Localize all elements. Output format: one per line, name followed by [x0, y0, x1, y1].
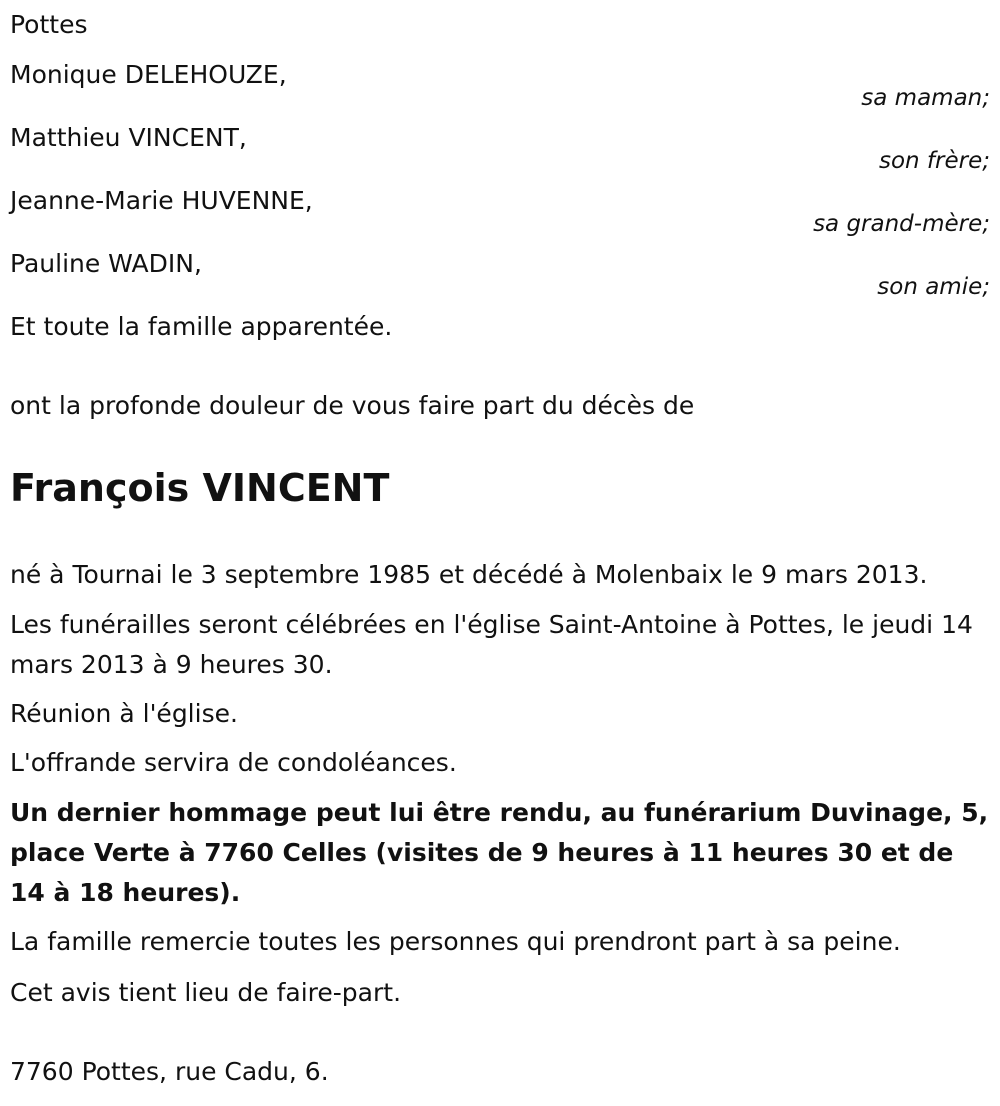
mourner-name: Monique DELEHOUZE,	[10, 60, 287, 89]
deceased-name: François VINCENT	[10, 466, 390, 510]
mourner-relation: sa grand-mère;	[813, 211, 990, 237]
meeting-text: Réunion à l'église.	[10, 699, 238, 728]
mourner-relation: sa maman;	[861, 85, 990, 111]
offering-text: L'offrande servira de condoléances.	[10, 748, 457, 777]
town-heading: Pottes	[10, 10, 88, 39]
mourner-name: Jeanne-Marie HUVENNE,	[10, 186, 313, 215]
mourner-relation: son amie;	[877, 274, 990, 300]
family-line: Et toute la famille apparentée.	[10, 312, 393, 341]
mourner-name: Pauline WADIN,	[10, 249, 202, 278]
birth-death-text: né à Tournai le 3 septembre 1985 et décédé à Molenbaix le 9 mars 2013.	[10, 560, 928, 589]
announcement-text: ont la profonde douleur de vous faire part du décès de	[10, 391, 695, 420]
funeral-text: Les funérailles seront célébrées en l'église Saint-Antoine à Pottes, le jeudi 14 mars 2013 à 9 heures 30.	[10, 610, 973, 679]
mourner-name: Matthieu VINCENT,	[10, 123, 247, 152]
thanks-text: La famille remercie toutes les personnes qui prendront part à sa peine.	[10, 927, 901, 956]
address-text: 7760 Pottes, rue Cadu, 6.	[10, 1057, 329, 1086]
tribute-text: Un dernier hommage peut lui être rendu, au funérarium Duvinage, 5, place Verte à 7760 Celles (visites de 9 heures à 11 heures 30 et de 14 à 18 heures).	[10, 798, 989, 907]
notice-text: Cet avis tient lieu de faire-part.	[10, 978, 402, 1007]
mourner-relation: son frère;	[878, 148, 990, 174]
